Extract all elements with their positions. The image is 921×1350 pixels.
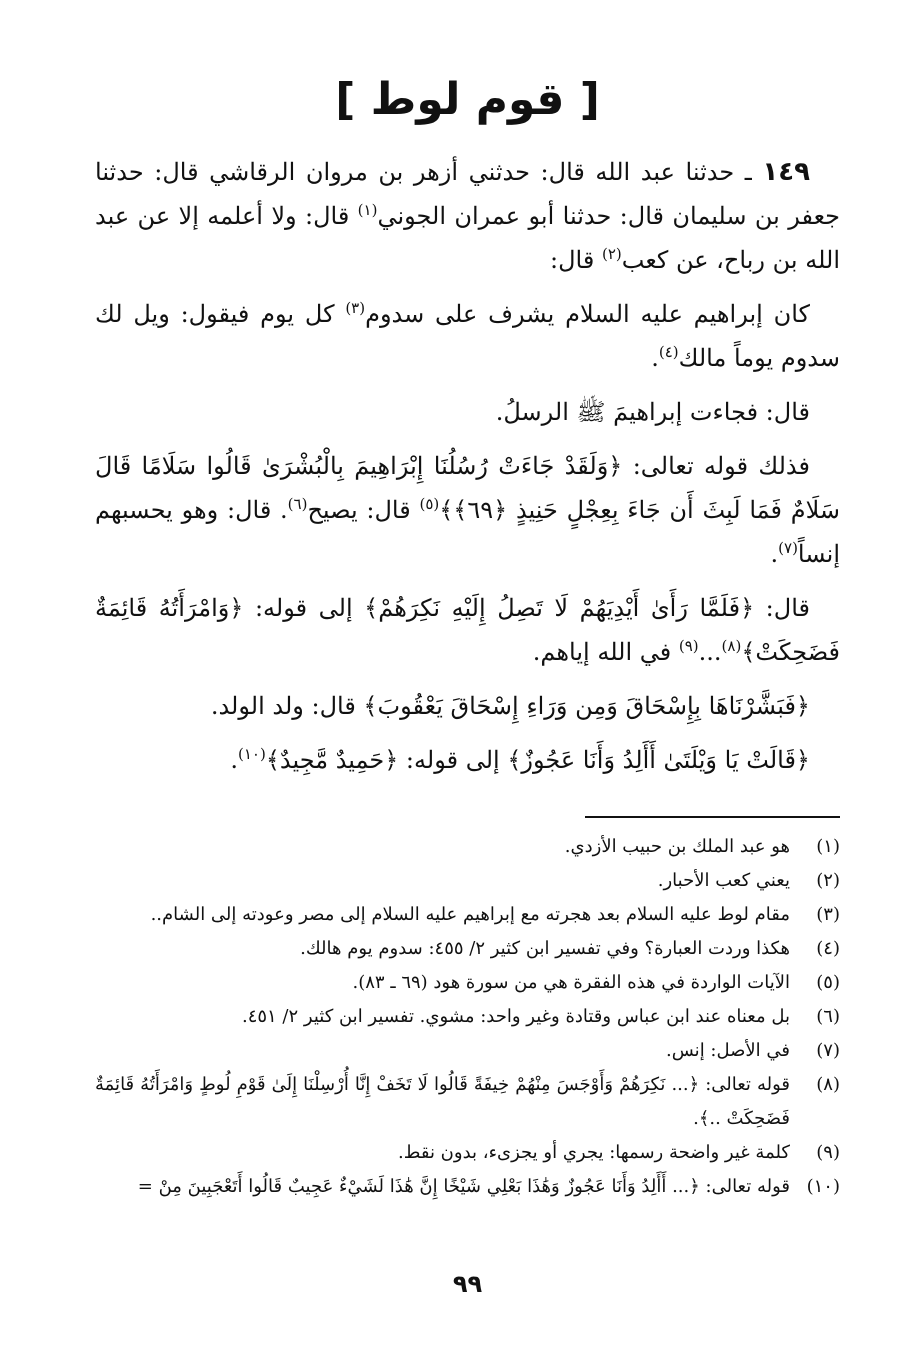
footnote-text: كلمة غير واضحة رسمها: يجري أو يجزىء، بدون نقط. bbox=[398, 1142, 790, 1163]
footnote-number: (٤) bbox=[816, 938, 840, 959]
footnote-item bbox=[95, 830, 840, 864]
footnote-ref-7[interactable]: (٧) bbox=[778, 539, 798, 557]
footnote-text: يعني كعب الأحبار. bbox=[657, 870, 790, 891]
footnote-item bbox=[95, 1136, 840, 1170]
book-page bbox=[95, 70, 840, 1310]
p2-text-2: كل يوم فيقول: ويل لك سدوم يوماً مالك bbox=[95, 300, 840, 372]
footnote-number: (٦) bbox=[816, 1006, 840, 1027]
footnote-number: (٩) bbox=[816, 1142, 840, 1163]
footnote-text: هكذا وردت العبارة؟ وفي تفسير ابن كثير ٢/ ٤٥٥: سدوم يوم هالك. bbox=[300, 938, 790, 959]
footnote-text: مقام لوط عليه السلام بعد هجرته مع إبراهيم عليه السلام إلى مصر وعودته إلى الشام.. bbox=[150, 904, 790, 925]
footnote-ref-9[interactable]: (٩) bbox=[678, 637, 699, 655]
footnote-ref-8[interactable]: (٨) bbox=[721, 637, 742, 655]
footnote-ref-3[interactable]: (٣) bbox=[345, 299, 366, 317]
footnotes-section bbox=[95, 830, 840, 1204]
footnote-ref-2[interactable]: (٢) bbox=[601, 245, 622, 263]
paragraph-7 bbox=[95, 738, 840, 782]
hadith-paragraph bbox=[95, 150, 840, 282]
p5-text-2: ... bbox=[698, 638, 722, 666]
isnad-text-3: قال: bbox=[550, 246, 602, 274]
footnote-text: بل معناه عند ابن عباس وقتادة وغير واحد: مشوي. تفسير ابن كثير ٢/ ٤٥١. bbox=[241, 1006, 790, 1027]
p7-text-1: ﴿قَالَتْ يَا وَيْلَتَىٰ أَأَلِدُ وَأَنَا عَجُوزٌ﴾ إلى قوله: ﴿حَمِيدٌ مَّجِيدٌ﴾ bbox=[265, 746, 810, 774]
isnad-text-2: قال: ولا أعلمه إلا عن عبد الله بن رباح، عن كعب bbox=[95, 202, 840, 274]
p2-text-1: كان إبراهيم عليه السلام يشرف على سدوم bbox=[365, 300, 810, 328]
paragraph-2 bbox=[95, 292, 840, 380]
footnote-divider bbox=[585, 816, 840, 818]
hadith-number: ١٤٩ bbox=[762, 157, 810, 187]
footnote-text: الآيات الواردة في هذه الفقرة هي من سورة هود (٦٩ ـ ٨٣). bbox=[352, 972, 790, 993]
p5-text-3: في الله إياهم. bbox=[532, 638, 679, 666]
footnote-number: (١٠) bbox=[806, 1176, 840, 1197]
p2-text-3: . bbox=[651, 344, 659, 372]
footnote-item bbox=[95, 898, 840, 932]
p5-text-1: قال: ﴿فَلَمَّا رَأَىٰ أَيْدِيَهُمْ لَا تَصِلُ إِلَيْهِ نَكِرَهُمْ﴾ إلى قوله: ﴿وَامْرَأَتُهُ قَائِمَةٌ فَضَحِكَتْ﴾ bbox=[95, 594, 840, 666]
p6-text: ﴿فَبَشَّرْنَاهَا بِإِسْحَاقَ وَمِن وَرَاءِ إِسْحَاقَ يَعْقُوبَ﴾ قال: ولد الولد. bbox=[210, 692, 810, 720]
p4-text-4: . bbox=[770, 540, 779, 568]
paragraph-5 bbox=[95, 586, 840, 674]
footnote-number: (٧) bbox=[816, 1040, 840, 1061]
footnote-ref-1[interactable]: (١) bbox=[357, 201, 378, 219]
footnote-ref-4[interactable]: (٤) bbox=[658, 343, 679, 361]
footnote-ref-5[interactable]: (٥) bbox=[419, 495, 440, 513]
p3-text: قال: فجاءت إبراهيمَ ﷺ الرسلُ. bbox=[495, 398, 810, 426]
paragraph-6 bbox=[95, 684, 840, 728]
paragraph-3 bbox=[95, 390, 840, 434]
footnote-text: قوله تعالى: ﴿... نَكِرَهُمْ وَأَوْجَسَ مِنْهُمْ خِيفَةً قَالُوا لَا تَخَفْ إِنَّا أُرْسِلْنَا إِلَىٰ قَوْمِ لُوطٍ وَامْرَأَتُهُ قَائِمَةٌ فَضَحِكَتْ ..﴾. bbox=[95, 1074, 790, 1129]
footnote-number: (٨) bbox=[816, 1074, 840, 1095]
footnote-ref-10[interactable]: (١٠) bbox=[237, 745, 266, 763]
page-number: ٩٩ bbox=[452, 1270, 483, 1298]
footnote-text: في الأصل: إنس. bbox=[666, 1040, 790, 1061]
footnote-item bbox=[95, 966, 840, 1000]
p4-text-2: قال: يصيح bbox=[307, 496, 420, 524]
footnote-number: (٢) bbox=[816, 870, 840, 891]
footnote-item bbox=[95, 1000, 840, 1034]
footnote-item bbox=[95, 1068, 840, 1136]
footnote-ref-6[interactable]: (٦) bbox=[287, 495, 308, 513]
p4-text-3: . قال: وهو يحسبهم إنساً bbox=[95, 496, 840, 568]
footnote-text: قوله تعالى: ﴿... أَأَلِدُ وَأَنَا عَجُوزٌ وَهَٰذَا بَعْلِي شَيْخًا إِنَّ هَٰذَا لَشَيْءٌ عَجِيبٌ قَالُوا أَتَعْجَبِينَ مِنْ = bbox=[137, 1176, 790, 1197]
footnote-number: (٥) bbox=[816, 972, 840, 993]
p7-text-2: . bbox=[230, 746, 238, 774]
isnad-text-1: ـ حدثنا عبد الله قال: حدثني أزهر بن مروان الرقاشي قال: حدثنا جعفر بن سليمان قال: حدثنا أبو عمران الجوني bbox=[95, 158, 841, 230]
footnote-number: (٣) bbox=[816, 904, 840, 925]
paragraph-4 bbox=[95, 444, 840, 576]
footnote-item bbox=[95, 864, 840, 898]
chapter-title: [ قوم لوط ] bbox=[335, 74, 600, 125]
footnote-item bbox=[95, 1034, 840, 1068]
footnote-text: هو عبد الملك بن حبيب الأزدي. bbox=[564, 836, 790, 857]
footnote-item bbox=[95, 932, 840, 966]
p4-text-1: فذلك قوله تعالى: ﴿وَلَقَدْ جَاءَتْ رُسُلُنَا إِبْرَاهِيمَ بِالْبُشْرَىٰ قَالُوا سَلَامًا قَالَ سَلَامٌ فَمَا لَبِثَ أَن جَاءَ بِعِجْلٍ حَنِيذٍ ﴿٦٩﴾﴾ bbox=[95, 452, 841, 524]
footnote-number: (١) bbox=[816, 836, 840, 857]
footnote-item bbox=[95, 1170, 840, 1204]
